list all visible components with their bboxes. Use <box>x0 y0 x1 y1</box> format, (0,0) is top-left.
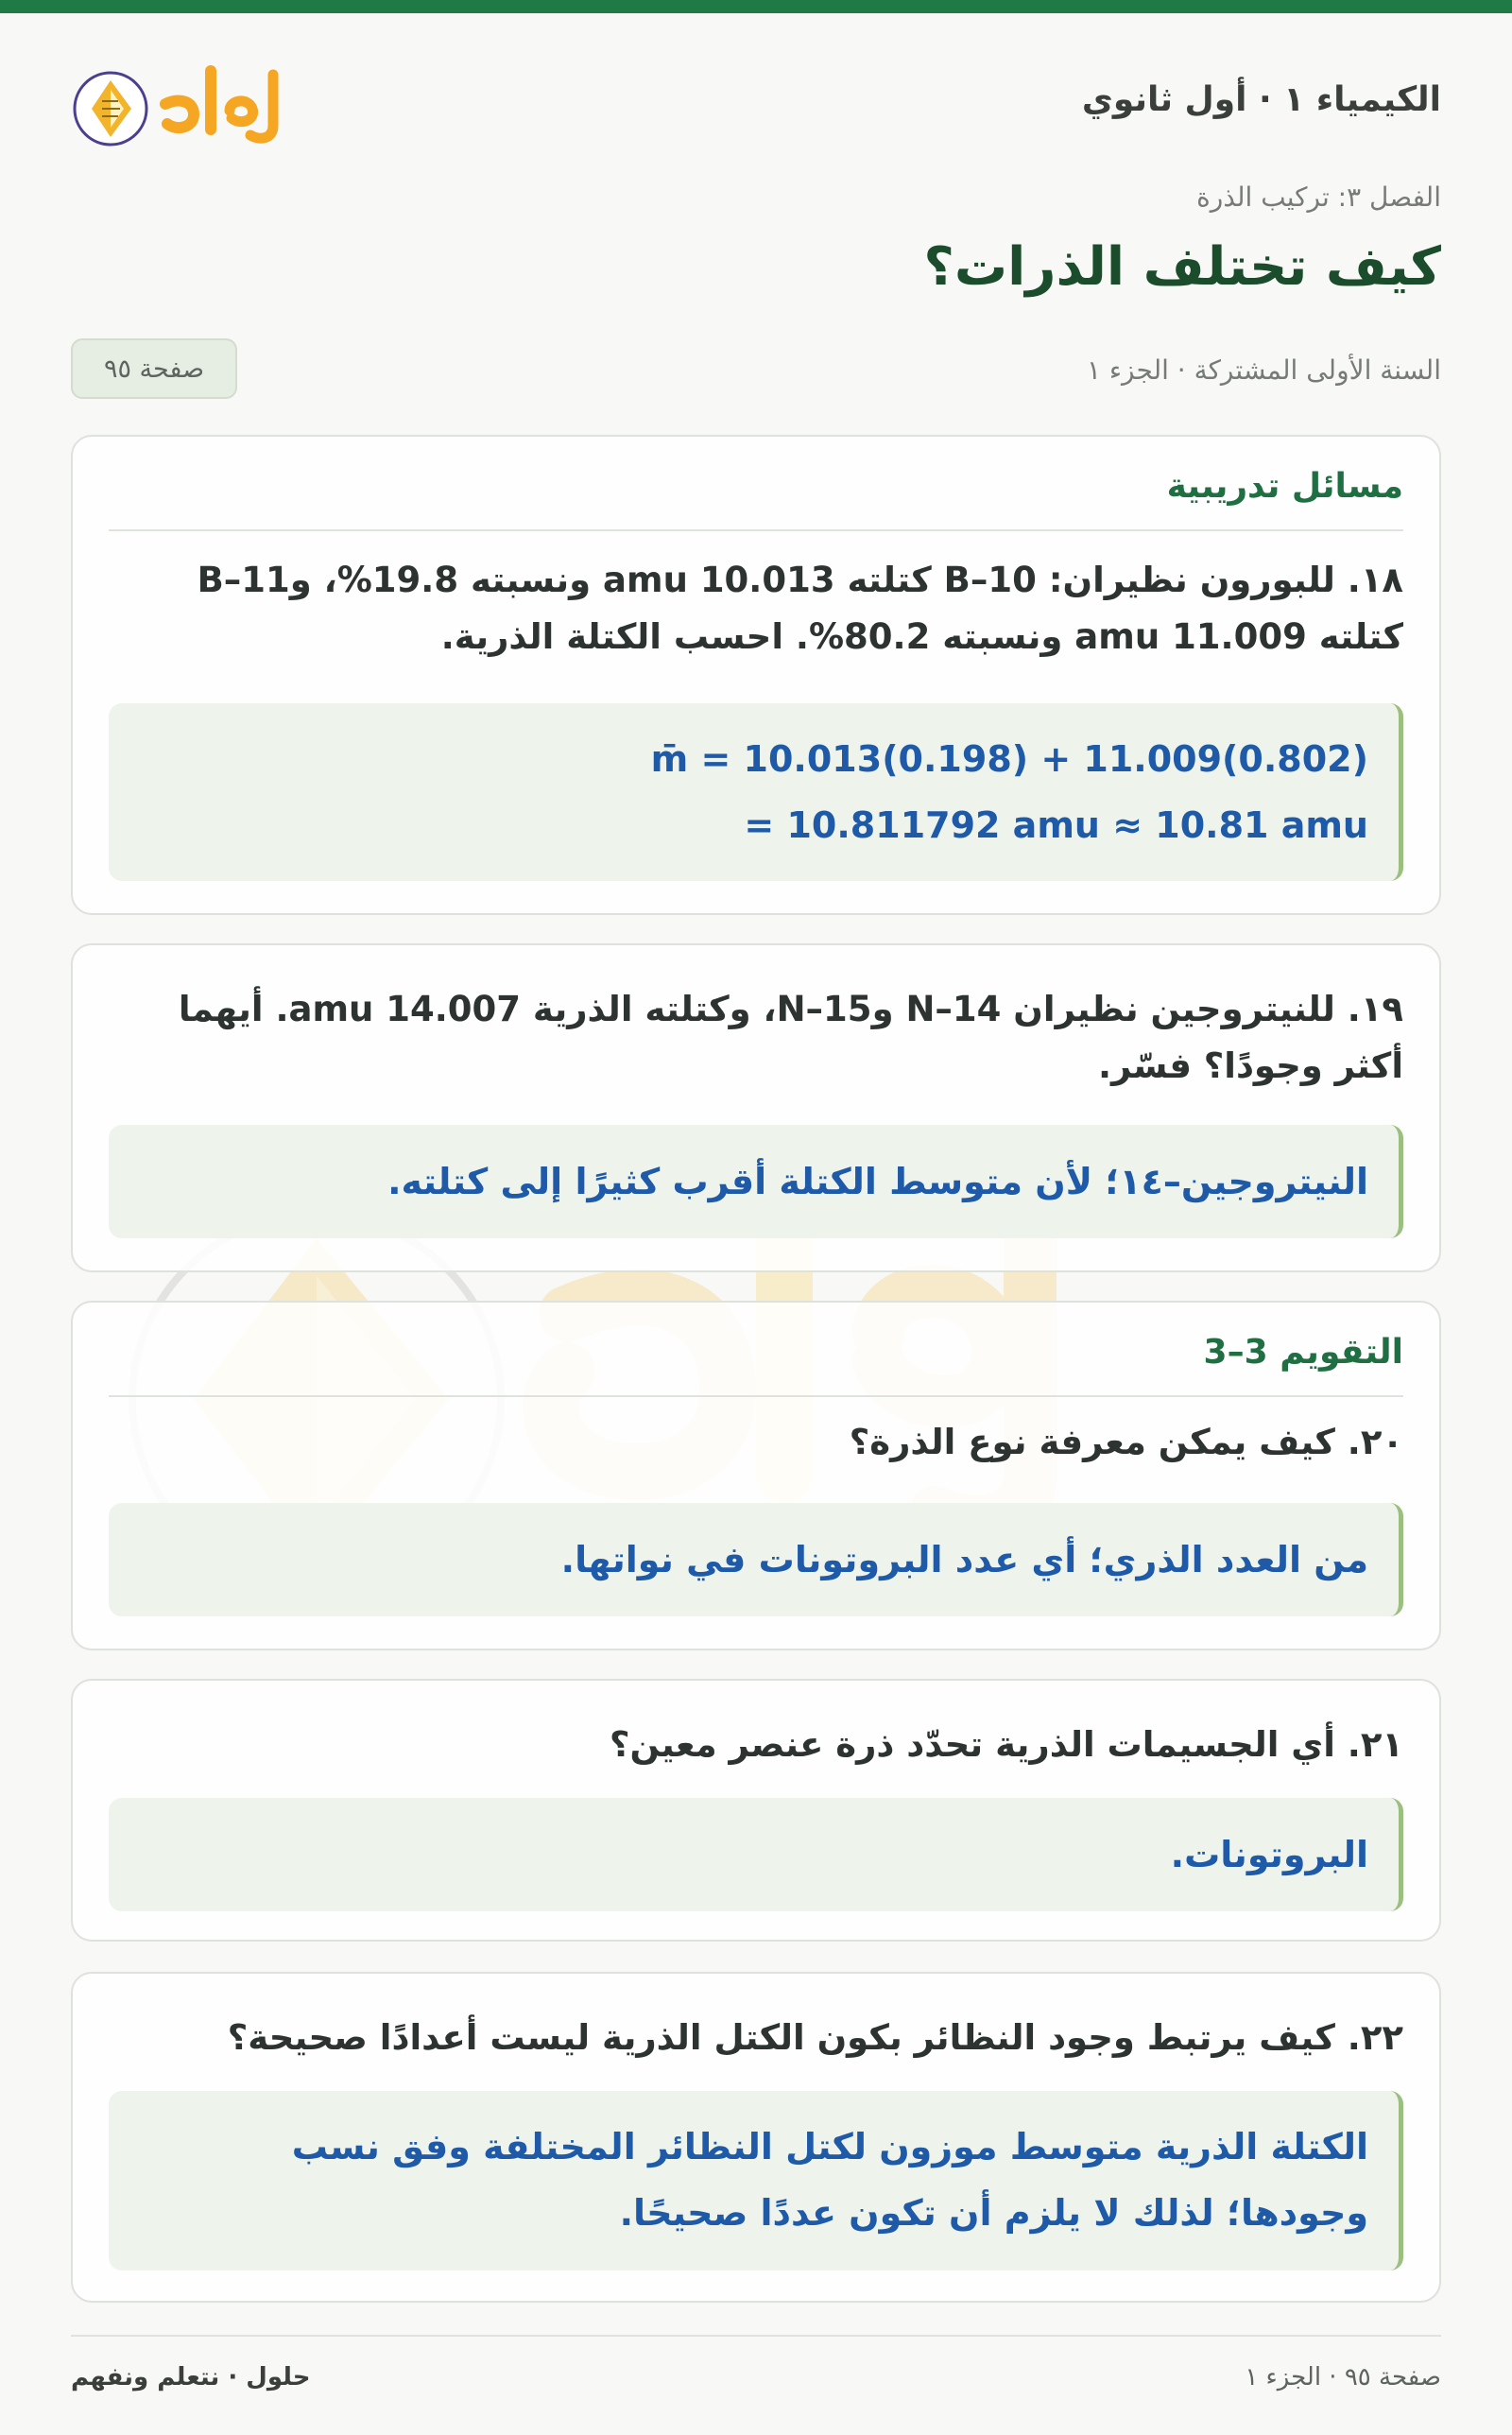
page-header <box>71 52 1441 156</box>
card-q21 <box>71 1679 1441 1942</box>
section-title-practice: مسائل تدريبية <box>1166 467 1403 506</box>
section-divider <box>109 1395 1403 1397</box>
answer-20-text: من العدد الذري؛ أي عدد البروتونات في نواتها. <box>560 1539 1368 1580</box>
question-22: ٢٢. كيف يرتبط وجود النظائر بكون الكتل الذرية ليست أعدادًا صحيحة؟ <box>227 2017 1403 2058</box>
logo-emblem-icon <box>71 52 326 156</box>
section-title-assessment: التقويم 3–3 <box>1203 1333 1403 1372</box>
footer-page-info: صفحة ٩٥ · الجزء ١ <box>1245 2363 1441 2392</box>
answer-18 <box>109 703 1403 881</box>
answer-21-text: البروتونات. <box>1170 1834 1368 1875</box>
chapter-label: الفصل ٣: تركيب الذرة <box>1196 181 1441 213</box>
card-practice-q18 <box>71 435 1441 915</box>
card-q19 <box>71 943 1441 1272</box>
question-19: ١٩. للنيتروجين نظيران N–14 وN–15، وكتلته الذرية 14.007 amu. أيهما أكثر وجودًا؟ فسّر. <box>178 989 1403 1086</box>
book-title: الكيمياء ١ · أول ثانوي <box>1081 80 1441 119</box>
answer-19 <box>109 1125 1403 1238</box>
footer-divider <box>71 2335 1441 2337</box>
question-18: ١٨. للبورون نظيران: B–10 كتلته 10.013 amu ونسبته 19.8%، وB–11 كتلته 11.009 amu ونسبته 80.2%. احسب الكتلة الذرية. <box>197 560 1403 657</box>
page-title: كيف تختلف الذرات؟ <box>923 236 1441 298</box>
answer-18-line-1: m̄ = 10.013(0.198) + 11.009(0.802) <box>650 738 1368 780</box>
hulul-logo[interactable] <box>71 52 326 156</box>
answer-18-line-2: = 10.811792 amu ≈ 10.81 amu <box>744 804 1368 846</box>
top-accent-bar <box>0 0 1512 13</box>
answer-21 <box>109 1798 1403 1911</box>
footer-brand: حلول · نتعلم ونفهم <box>71 2363 311 2392</box>
answer-19-text: النيتروجين–١٤؛ لأن متوسط الكتلة أقرب كثيرًا إلى كتلته. <box>387 1161 1368 1202</box>
question-21: ٢١. أي الجسيمات الذرية تحدّد ذرة عنصر معين؟ <box>609 1724 1403 1765</box>
answer-20 <box>109 1503 1403 1616</box>
section-divider <box>109 529 1403 531</box>
card-assessment-q20 <box>71 1301 1441 1650</box>
question-20: ٢٠. كيف يمكن معرفة نوع الذرة؟ <box>849 1422 1403 1462</box>
page-number-badge[interactable]: صفحة ٩٥ <box>71 338 237 399</box>
course-meta: السنة الأولى المشتركة · الجزء ١ <box>1086 354 1441 386</box>
answer-22-text: الكتلة الذرية متوسط موزون لكتل النظائر المختلفة وفق نسب وجودها؛ لذلك لا يلزم أن تكون عددًا صحيحًا. <box>291 2126 1368 2234</box>
answer-22 <box>109 2091 1403 2271</box>
card-q22 <box>71 1972 1441 2303</box>
